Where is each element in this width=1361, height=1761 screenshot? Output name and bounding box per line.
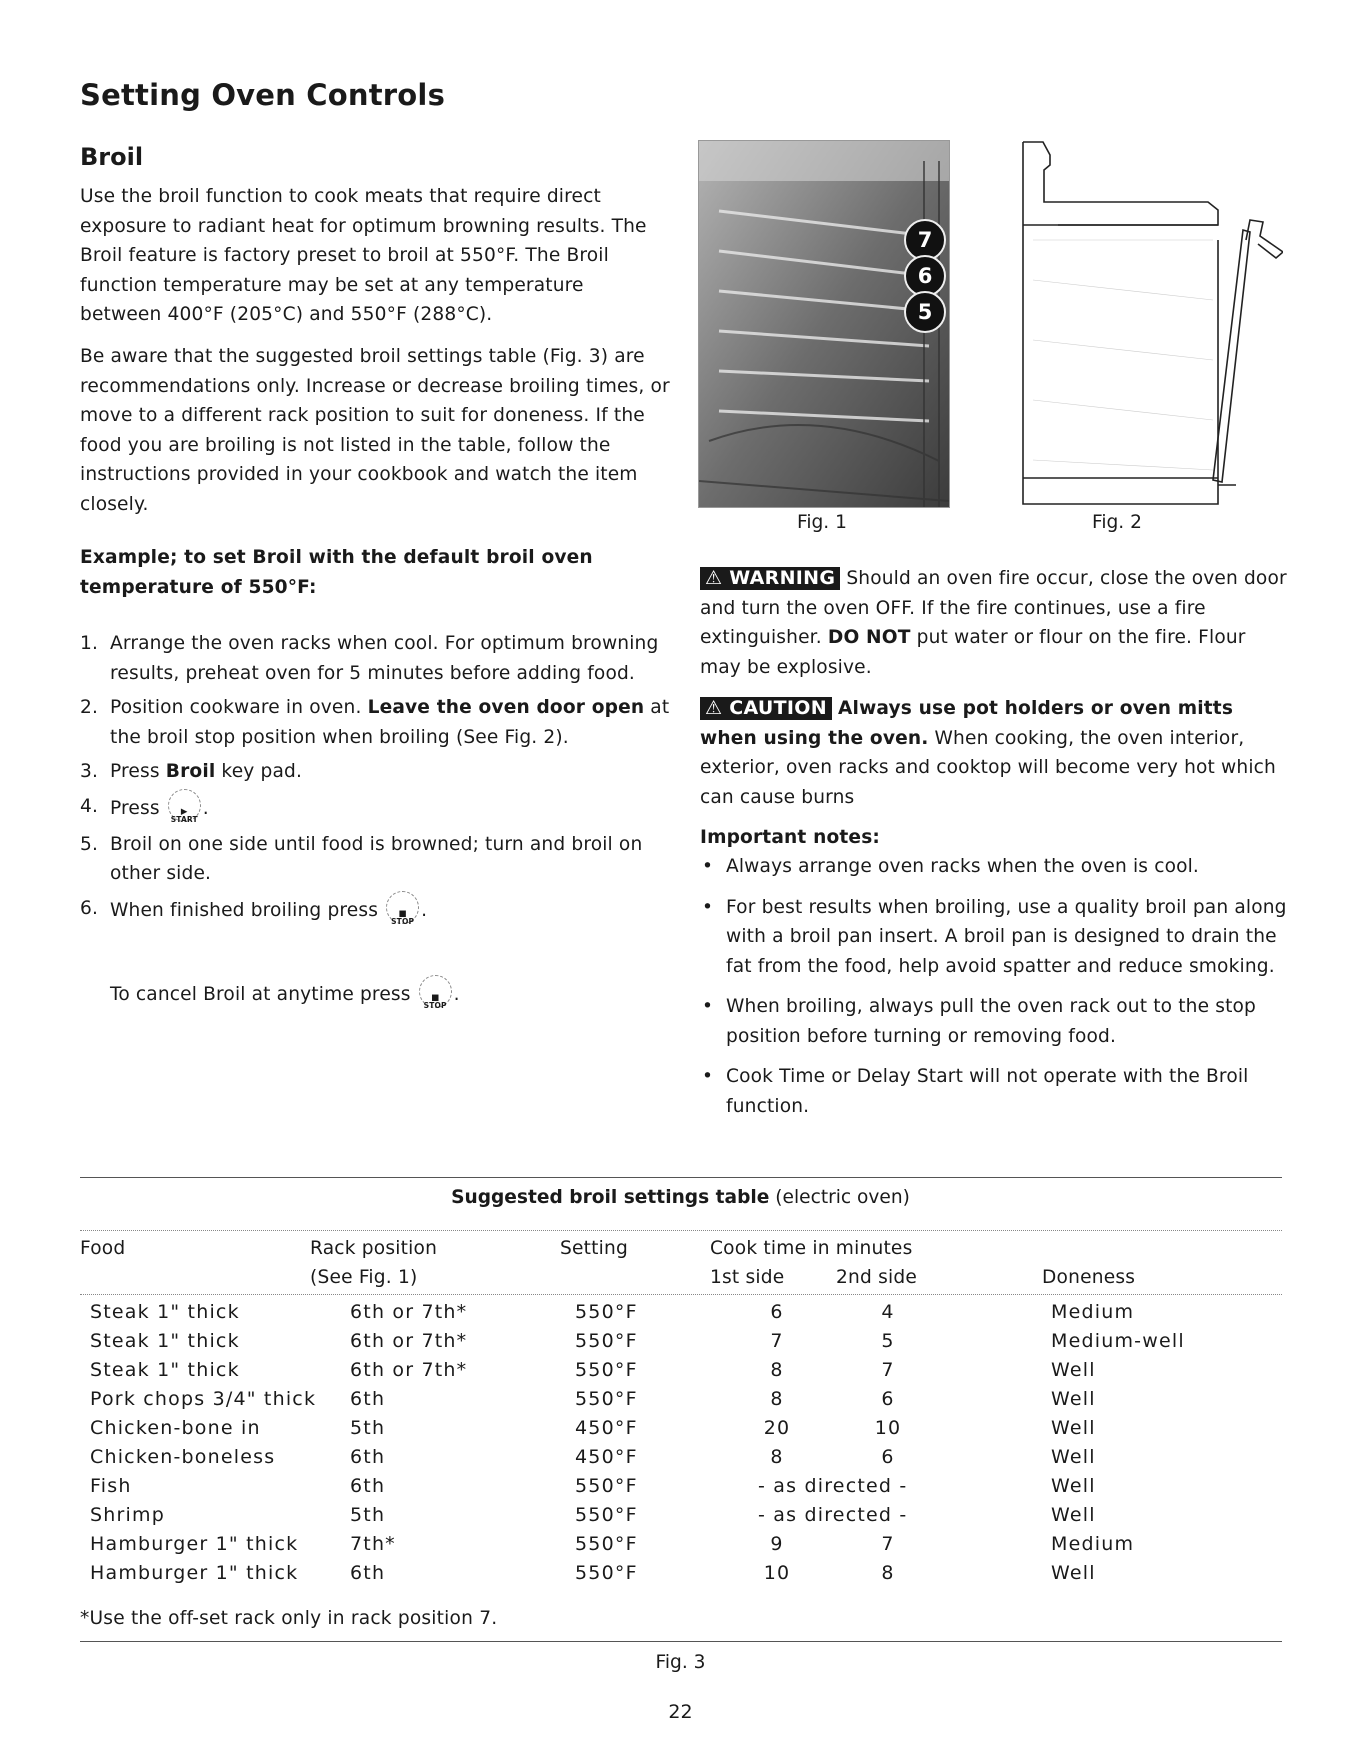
fig1-caption: Fig. 1	[797, 512, 847, 533]
important-notes-list	[700, 852, 1300, 1132]
col-header-rack: Rack position	[310, 1238, 438, 1259]
page-number: 22	[668, 1701, 693, 1723]
oven-interior-photo	[698, 140, 950, 508]
caution-label: ⚠ CAUTION	[700, 697, 832, 720]
table-row: Pork chops 3/4" thick 6th 550°F 8 6 Well	[90, 1388, 1096, 1410]
warning-block: ⚠ WARNING Should an oven fire occur, close the oven door and turn the oven OFF. If the fire continues, use a fire extinguisher. DO NOT put water or flour on the fire. Flour may be explosive.	[700, 567, 1287, 678]
example-heading: Example; to set Broil with the default broil oven temperature of 550°F:	[80, 547, 593, 598]
note-item: • For best results when broiling, use a quality broil pan along with a broil pan insert. A broil pan is designed to drain the fat from the food, help avoid spatter and reduce smoking.	[702, 896, 1287, 977]
rack-position-7-badge: 7	[904, 219, 946, 261]
rack-position-6-badge: 6	[904, 255, 946, 297]
step-item: 1. Arrange the oven racks when cool. For optimum browning results, preheat oven for 5 minutes before adding food.	[80, 633, 659, 684]
warning-label: ⚠ WARNING	[700, 567, 840, 590]
table-row: Steak 1" thick 6th or 7th* 550°F 6 4 Medium	[90, 1301, 1135, 1323]
col-header-1st-side: 1st side	[710, 1267, 785, 1288]
broil-steps	[80, 629, 680, 932]
note-item: • Cook Time or Delay Start will not operate with the Broil function.	[702, 1066, 1249, 1117]
important-notes-heading: Important notes:	[700, 827, 880, 848]
page-title: Setting Oven Controls	[80, 78, 446, 112]
range-side-view-diagram	[1018, 140, 1283, 506]
step-item: 2. Position cookware in oven. Leave the oven door open at the broil stop position when broiling (See Fig. 2).	[80, 697, 670, 748]
table-row: Shrimp 5th 550°F - as directed - Well	[90, 1504, 1096, 1526]
intro-paragraph: Use the broil function to cook meats that require direct exposure to radiant heat for optimum browning results. The Broil feature is factory preset to broil at 550°F. The Broil function temperature may be set at any temperature between 400°F (205°C) and 550°F (288°C).	[80, 186, 647, 325]
table-body-rule	[80, 1294, 1282, 1295]
section-title: Broil	[80, 143, 144, 171]
table-row: Steak 1" thick 6th or 7th* 550°F 8 7 Well	[90, 1359, 1096, 1381]
col-header-doneness: Doneness	[1042, 1267, 1136, 1288]
caution-block: ⚠ CAUTION Always use pot holders or oven mitts when using the oven. When cooking, the oven interior, exterior, oven racks and cooktop will become very hot which can cause burns	[700, 697, 1276, 808]
step-item: 5. Broil on one side until food is browned; turn and broil on other side.	[80, 833, 643, 884]
table-row: Hamburger 1" thick 7th* 550°F 9 7 Medium	[90, 1533, 1135, 1555]
rack-position-5-badge: 5	[904, 291, 946, 333]
table-bottom-rule	[80, 1641, 1282, 1642]
col-header-cook-time: Cook time in minutes	[710, 1238, 913, 1259]
broil-door-position-icon	[1018, 140, 1283, 506]
note-item: • Always arrange oven racks when the oven is cool.	[702, 856, 1199, 877]
fig2-caption: Fig. 2	[1092, 512, 1142, 533]
step-item: 4. Press ▶ START .	[80, 792, 680, 825]
cancel-line: To cancel Broil at anytime press ■ STOP .	[110, 978, 460, 1011]
note-item: • When broiling, always pull the oven rack out to the stop position before turning or removing food.	[702, 996, 1257, 1047]
col-header-food: Food	[80, 1238, 126, 1259]
step-item: 6. When finished broiling press ■ STOP .	[80, 894, 680, 927]
table-row: Chicken-boneless 6th 450°F 8 6 Well	[90, 1446, 1096, 1468]
start-keypad-icon: ▶ START	[168, 789, 201, 822]
aware-paragraph: Be aware that the suggested broil settings table (Fig. 3) are recommendations only. Increase or decrease broiling times, or move to a different rack position to suit for doneness. If the food you are broiling is not listed in the table, follow the instructions provided in your cookbook and watch the item closely.	[80, 346, 670, 515]
step-item: 3. Press Broil key pad.	[80, 761, 303, 782]
table-row: Chicken-bone in 5th 450°F 20 10 Well	[90, 1417, 1096, 1439]
col-header-setting: Setting	[560, 1238, 628, 1259]
col-header-2nd-side: 2nd side	[836, 1267, 918, 1288]
fig3-caption: Fig. 3	[655, 1652, 706, 1673]
table-top-rule	[80, 1177, 1282, 1178]
table-row: Steak 1" thick 6th or 7th* 550°F 7 5 Medium-well	[90, 1330, 1185, 1352]
stop-keypad-icon: ■ STOP	[386, 891, 419, 924]
table-header-rule	[80, 1230, 1282, 1231]
col-header-rack-sub: (See Fig. 1)	[310, 1267, 418, 1288]
table-footnote: *Use the off-set rack only in rack position 7.	[80, 1608, 498, 1629]
table-caption: Suggested broil settings table (electric oven)	[451, 1187, 910, 1208]
table-row: Fish 6th 550°F - as directed - Well	[90, 1475, 1096, 1497]
stop-keypad-icon: ■ STOP	[419, 975, 452, 1008]
table-row: Hamburger 1" thick 6th 550°F 10 8 Well	[90, 1562, 1096, 1584]
